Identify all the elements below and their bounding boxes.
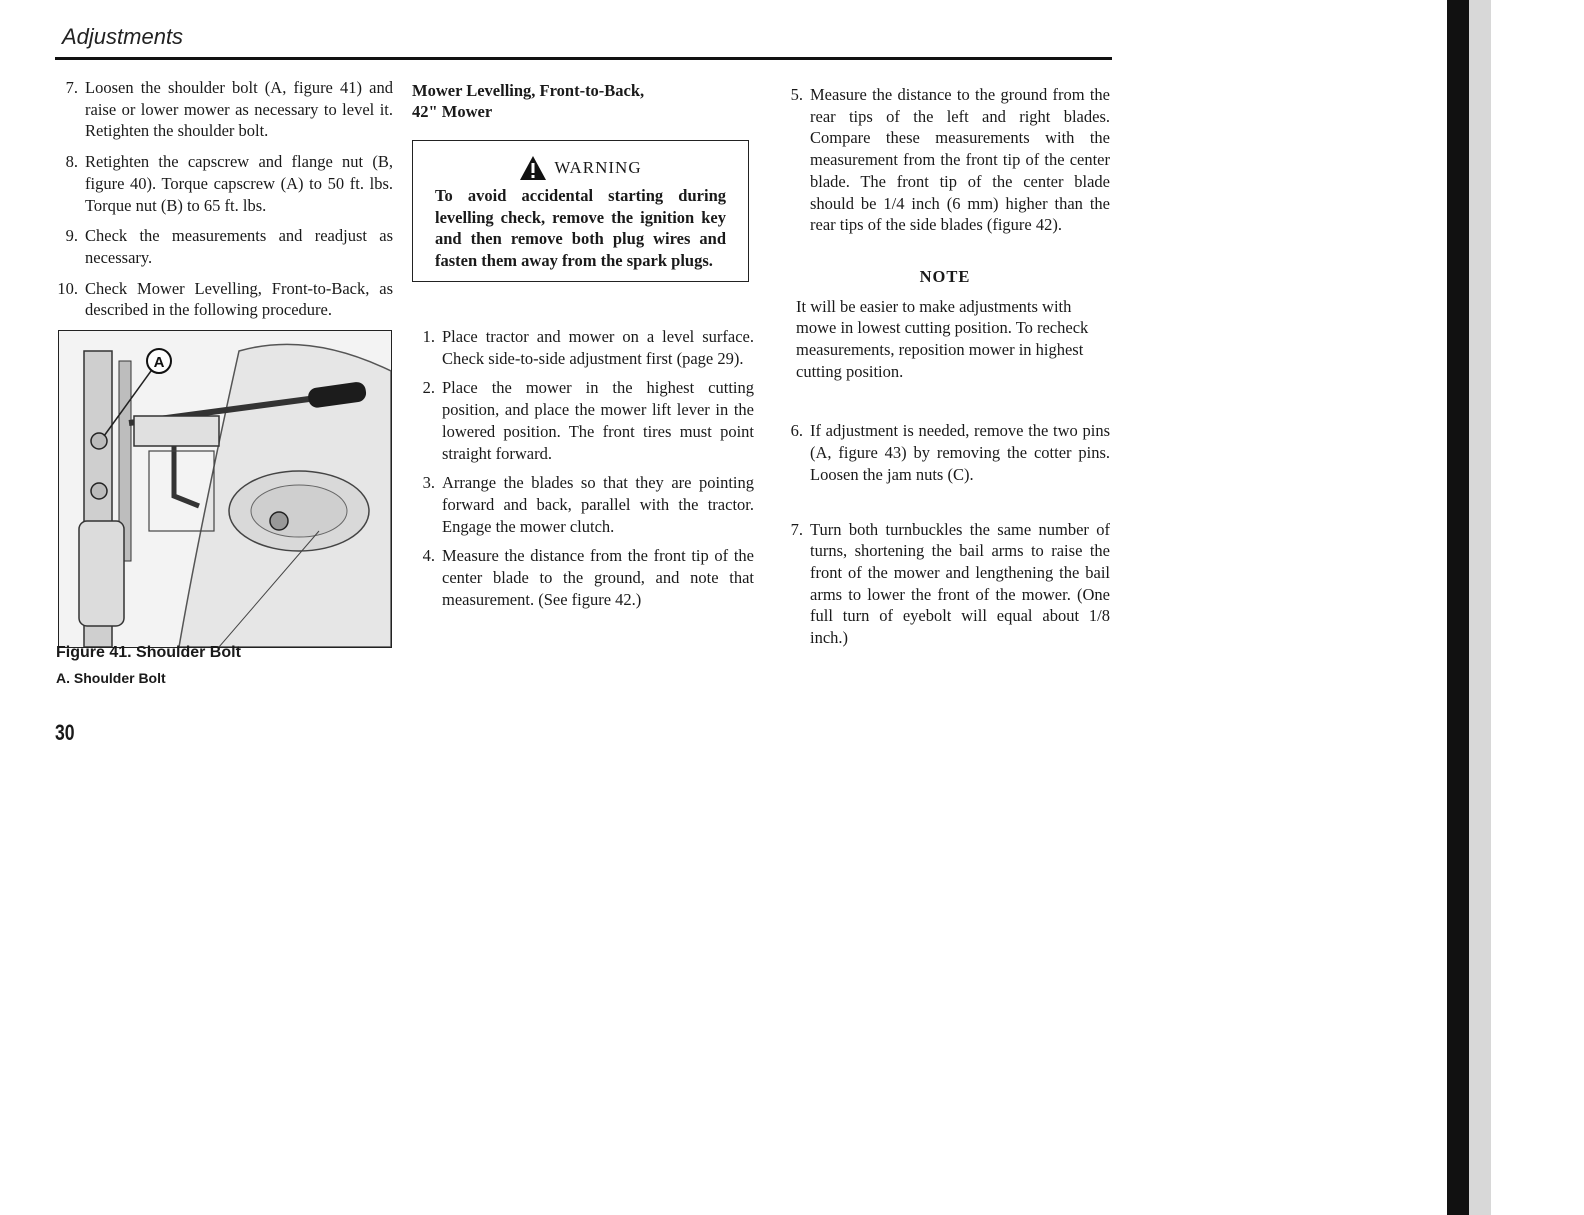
- warning-box: [412, 140, 749, 282]
- list-item: [55, 225, 393, 268]
- step-number: 9.: [65, 226, 78, 246]
- list-item: [412, 326, 754, 369]
- left-steps: [55, 77, 393, 330]
- warning-text: To avoid accidental starting during levelling check, remove the ignition key and then remove both plug wires and fasten them away from the spark plugs.: [435, 186, 726, 270]
- procedure-column: [412, 80, 754, 618]
- step-number: 8.: [65, 152, 78, 172]
- procedure-title-line1: Mower Levelling, Front-to-Back,: [412, 81, 645, 100]
- warning-label: WARNING: [554, 158, 642, 177]
- list-item: [55, 77, 393, 142]
- scan-edge-dark: [1447, 0, 1469, 1215]
- figure-caption: Figure 41. Shoulder Bolt: [56, 644, 241, 661]
- note-text: It will be easier to make adjustments with mowe in lowest cutting position. To recheck measurements, reposition mower in highest cutting position.: [796, 296, 1089, 381]
- header-rule: [55, 57, 1112, 60]
- step-text: Arrange the blades so that they are pointing forward and back, parallel with the tractor. Engage the mower clutch.: [442, 473, 754, 536]
- warning-icon: [519, 155, 547, 181]
- right-column: [780, 84, 1110, 682]
- procedure-title: [412, 80, 754, 122]
- step-text: Place tractor and mower on a level surface. Check side-to-side adjustment first (page 29).: [442, 327, 754, 368]
- step-number: 5.: [790, 85, 803, 104]
- step-text: Measure the distance to the ground from the rear tips of the left and right blades. Compare these measurements with the measurement from the front tip of the center blade. The front tip of the center blade should be 1/4 inch (6 mm) higher than the rear tips of the side blades (figure 42).: [810, 85, 1110, 235]
- list-item: [412, 472, 754, 537]
- callout-label: A: [153, 354, 165, 371]
- step-number: 7.: [65, 78, 78, 97]
- warning-heading: [435, 155, 726, 181]
- list-item: [412, 377, 754, 464]
- step-text: Check the measurements and readjust as necessary.: [85, 226, 393, 267]
- step-text: If adjustment is needed, remove the two pins (A, figure 43) by removing the cotter pins. Loosen the jam nuts (C).: [810, 421, 1110, 484]
- figure-sub-caption: A. Shoulder Bolt: [56, 670, 166, 686]
- page-number: 30: [55, 720, 75, 745]
- scan-edge-light: [1469, 0, 1491, 1215]
- scan-margin: [1491, 0, 1584, 1215]
- list-item: [55, 151, 393, 216]
- step-number: 7.: [790, 519, 803, 539]
- step-text: Check Mower Levelling, Front-to-Back, as described in the following procedure.: [85, 278, 393, 320]
- step-number: 3.: [422, 473, 435, 493]
- list-item: [780, 420, 1110, 485]
- step-number: 10.: [57, 278, 78, 298]
- step-number: 2.: [422, 378, 435, 398]
- shoulder-bolt-illustration: [59, 331, 391, 647]
- step-text: Place the mower in the highest cutting position, and place the mower lift lever in the lowered position. The front tires must point straight forward.: [442, 378, 754, 463]
- step-number: 4.: [422, 546, 435, 566]
- list-item: [412, 545, 754, 610]
- procedure-title-line2: 42" Mower: [412, 102, 493, 121]
- note-heading: NOTE: [919, 266, 971, 286]
- step-number: 1.: [422, 327, 435, 346]
- list-item: [780, 84, 1110, 236]
- section-title: Adjustments: [62, 24, 184, 49]
- step-text: Retighten the capscrew and flange nut (B, figure 40). Torque capscrew (A) to 50 ft. lbs. Torque nut (B) to 65 ft. lbs.: [85, 152, 393, 215]
- step-text: Measure the distance from the front tip of the center blade to the ground, and note that measurement. (See figure 42.): [442, 546, 754, 609]
- list-item: [55, 278, 393, 321]
- list-item: [780, 519, 1110, 649]
- step-text: Loosen the shoulder bolt (A, figure 41) and raise or lower mower as necessary to level it. Retighten the shoulder bolt.: [85, 78, 393, 141]
- step-number: 6.: [790, 421, 803, 441]
- figure-41-image: [58, 330, 392, 648]
- step-text: Turn both turnbuckles the same number of turns, shortening the bail arms to raise the front of the mower and lengthening the bail arms to lower the front of the mower. (One full turn of eyebolt will equal about 1/8 inch.): [810, 519, 1110, 648]
